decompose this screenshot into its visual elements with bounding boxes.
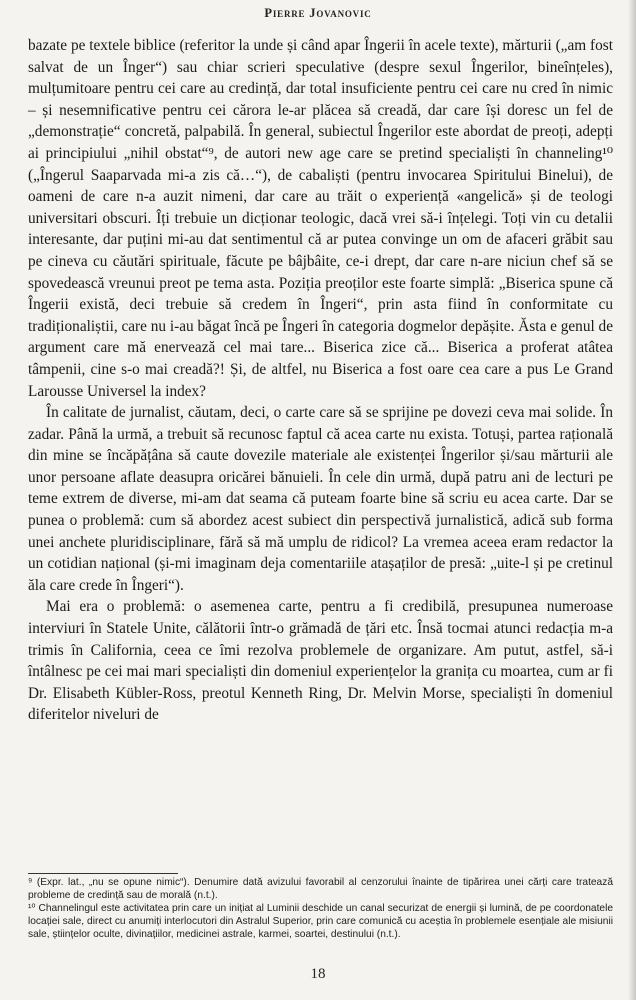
page-number: 18 bbox=[310, 966, 326, 982]
paragraph: În calitate de jurnalist, căutam, deci, o carte care să se sprijine pe dovezi ceva mai solide. În zadar. Până la urmă, a trebuit să recunosc faptul că acea carte nu exista. Totuși, partea rațională din mine se încăpățâna să caute dovezile materiale ale existenței Îngerilor și/sau mărturii ale unor persoane aflate deasupra oricărei bănuieli. În cele din urmă, după patru ani de lecturi pe teme extrem de diverse, mi-am dat seama că puteam foarte bine să scriu eu acea carte. Dar se punea o problemă: cum să abordez acest subiect din perspectivă jurnalistică, adică sub forma unei anchete pluridisciplinare, fără să mă umplu de ridicol? La vremea aceea eram redactor la un cotidian național (și-mi imaginam deja comentariile atașaților de presă: „uite-l și pe cretinul ăla care crede în Îngeri“). bbox=[28, 404, 613, 594]
footnotes bbox=[28, 876, 613, 941]
page-edge-shadow bbox=[628, 0, 636, 1000]
paragraph: bazate pe textele biblice (referitor la unde și când apar Îngerii în acele texte), mărturii („am fost salvat de un Înger“) sau chiar scrieri speculative (despre sexul Îngerilor, bineînțeles), mulțumitoare pentru cei care au credință, dar total insuficiente pentru cei care nu cred în nimic – și nesemnificative pentru cei cărora le-ar plăcea să creadă, dar care își doresc un fel de „demonstrație“ concretă, palpabilă. În general, subiectul Îngerilor este abordat de preoți, adepți ai principiului „nihil obstat“⁹, de autori new age care se pretind specialiști în channeling¹⁰ („Îngerul Saaparvada mi-a zis că…“), de cabaliști (pentru invocarea Spiritului Binelui), de oameni de care n-a auzit nimeni, dar care au trăit o experiență «angelică» și de teologi universitari obscuri. Îți trebuie un dicționar teologic, dacă vrei să-i înțelegi. Toți vin cu detalii interesante, dar puțini mi-au dat sentimentul că ar putea convinge un om de afaceri grăbit sau pe cineva cu căutări spirituale, făcute pe bâjbâite, ce-i drept, dar care n-are niciun chef să se spovedească vreunui preot pe tema asta. Poziția preoților este foarte simplă: „Biserica spune că Îngerii există, deci trebuie să credem în Îngeri“, prin asta fiind în conformitate cu tradiționaliștii, care nu i-au băgat încă pe Îngeri în categoria dogmelor depășite. Ăsta e genul de argument care mă enervează cel mai tare... Biserica zice că... Biserica a proferat atâtea tâmpenii, cine s-o mai creadă?! Și, de altfel, nu Biserica a fost oare cea care a pus Le Grand Larousse Universel la index? bbox=[28, 37, 613, 400]
body-text bbox=[28, 35, 613, 726]
footnote-9: ⁹ (Expr. lat., „nu se opune nimic“). Denumire dată avizului favorabil al cenzorului înainte de tipărirea unei cărți care tratează probleme de credință sau de morală (n.t.). bbox=[28, 877, 613, 901]
paragraph: Mai era o problemă: o asemenea carte, pentru a fi credibilă, presupunea numeroase interviuri în Statele Unite, călătorii într-o grămadă de țări etc. Însă tocmai atunci redacția m-a trimis în California, ceea ce îmi rezolva problemele de organizare. Am putut, astfel, să-i întâlnesc pe cei mai mari specialiști din domeniul experiențelor la granița cu moartea, cum ar fi Dr. Elisabeth Kübler-Ross, preotul Kenneth Ring, Dr. Melvin Morse, specialiști în domeniul diferitelor niveluri de bbox=[28, 598, 613, 724]
running-head: Pierre Jovanovic bbox=[264, 6, 372, 20]
footnote-10: ¹⁰ Channelingul este activitatea prin care un inițiat al Luminii deschide un canal securizat de energii și lumină, de pe coordonatele locației sale, direct cu anumiți interlocutori din Astralul Superior, prin care comunică cu aceștia în problemele esențiale ale misiunii sale, științelor oculte, divinațiilor, medicinei astrale, karmei, soartei, destinului (n.t.). bbox=[28, 903, 613, 940]
footnote-divider bbox=[28, 873, 178, 874]
